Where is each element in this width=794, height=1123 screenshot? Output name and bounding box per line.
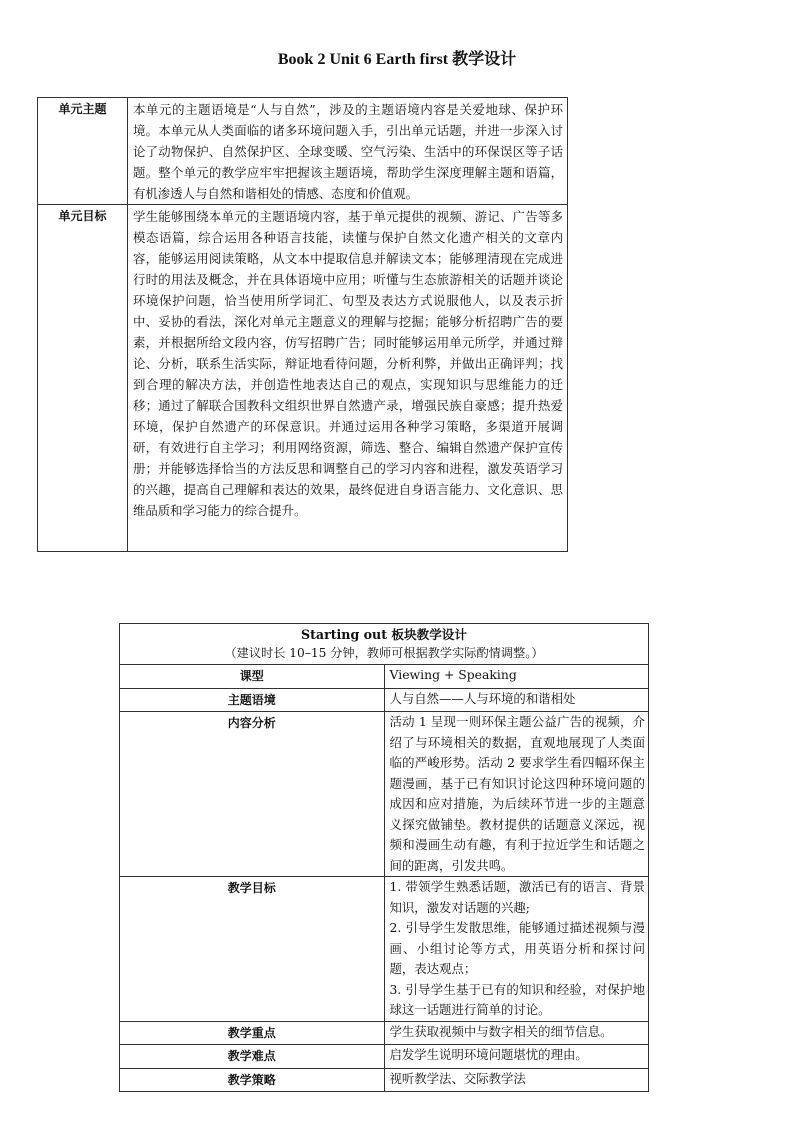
table-row-key-points (120, 1021, 649, 1045)
table-row-strategies (120, 1068, 649, 1092)
table-row-unit-theme (38, 98, 568, 205)
unit-theme-label: 单元主题 (38, 98, 128, 205)
table-row-theme-context (120, 688, 649, 712)
key-points-label: 教学重点 (120, 1021, 385, 1045)
unit-goals-content: 学生能够围绕本单元的主题语境内容，基于单元提供的视频、游记、广告等多模态语篇，综合运用各种语言技能，读懂与保护自然文化遗产相关的文章内容，能够运用阅读策略，从文本中提取信息并解读文本；能够理清现在完成进行时的用法及概念，并在具体语境中应用；听懂与生态旅游相关的话题并谈论环境保护问题，恰当使用所学词汇、句型及表达方式说服他人，以及表示折中、妥协的看法，深化对单元主题意义的理解与挖掘；能够分析招聘广告的要素，并根据所给文段内容，仿写招聘广告；同时能够运用单元所学，并通过辩论、分析，联系生活实际，辩证地看待问题，分析利弊，并做出正确评判；找到合理的解决方法，并创造性地表达自己的观点，实现知识与思维能力的迁移；通过了解联合国教科文组织世界自然遗产录，增强民族自豪感；提升热爱环境，保护自然遗产的环保意识。并通过运用各种学习策略，多渠道开展调研，有效进行自主学习；利用网络资源，筛选、整合、编辑自然遗产保护宣传册；并能够选择恰当的方法反思和调整自己的学习内容和进程，激发英语学习的兴趣，提高自己理解和表达的效果，最终促进自身语言能力、文化意识、思维品质和学习能力的综合提升。 (128, 205, 568, 552)
table-row-header (120, 624, 649, 665)
table-row-difficulties (120, 1045, 649, 1069)
starting-out-lesson-table (119, 623, 649, 1092)
strategies-label: 教学策略 (120, 1068, 385, 1092)
lesson-header-title: Starting out 板块教学设计 (301, 627, 467, 642)
teaching-goal-item: 2. 引导学生发散思维，能够通过描述视频与漫画、小组讨论等方式，用英语分析和探讨问题，表达观点； (389, 920, 645, 976)
lesson-header-note: （建议时长 10–15 分钟，教师可根据教学实际酌情调整。） (224, 646, 544, 660)
key-points-content: 学生获取视频中与数字相关的细节信息。 (384, 1021, 649, 1045)
table-row-content-analysis (120, 712, 649, 877)
unit-overview-table (37, 97, 568, 552)
table-row-unit-goals (38, 205, 568, 552)
table-row-lesson-type (120, 665, 649, 689)
unit-theme-content: 本单元的主题语境是“人与自然”，涉及的主题语境内容是关爱地球、保护环境。本单元从人类面临的诸多环境问题入手，引出单元话题，并进一步深入讨论了动物保护、自然保护区、全球变暖、空气污染、生活中的环保误区等子话题。整个单元的教学应牢牢把握该主题语境，帮助学生深度理解主题和语篇，有机渗透人与自然和谐相处的情感、态度和价值观。 (128, 98, 568, 205)
content-analysis-content: 活动 1 呈现一则环保主题公益广告的视频，介绍了与环境相关的数据，直观地展现了人类面临的严峻形势。活动 2 要求学生看四幅环保主题漫画，基于已有知识讨论这四种环境问题的成因和应对措施，为后续环节进一步的主题意义探究做铺垫。教材提供的话题意义深远，视频和漫画生动有趣，有利于拉近学生和话题之间的距离，引发共鸣。 (384, 712, 649, 877)
teaching-goals-content (384, 877, 649, 1022)
teaching-goals-label: 教学目标 (120, 877, 385, 1022)
theme-context-content: 人与自然——人与环境的和谐相处 (384, 688, 649, 712)
table-row-teaching-goals (120, 877, 649, 1022)
lesson-header-cell (120, 624, 649, 665)
document-title: Book 2 Unit 6 Earth first 教学设计 (277, 51, 517, 68)
teaching-goal-item: 3. 引导学生基于已有的知识和经验，对保护地球这一话题进行简单的讨论。 (389, 981, 645, 1017)
difficulties-content: 启发学生说明环境问题堪忧的理由。 (384, 1045, 649, 1069)
lesson-type-content: Viewing + Speaking (384, 665, 649, 689)
unit-goals-label: 单元目标 (38, 205, 128, 552)
teaching-goal-item: 1. 带领学生熟悉话题，激活已有的语言、背景知识，激发对话题的兴趣; (389, 879, 645, 915)
strategies-content: 视听教学法、交际教学法 (384, 1068, 649, 1092)
theme-context-label: 主题语境 (120, 688, 385, 712)
content-analysis-label: 内容分析 (120, 712, 385, 877)
lesson-type-label: 课型 (120, 665, 385, 689)
difficulties-label: 教学难点 (120, 1045, 385, 1069)
